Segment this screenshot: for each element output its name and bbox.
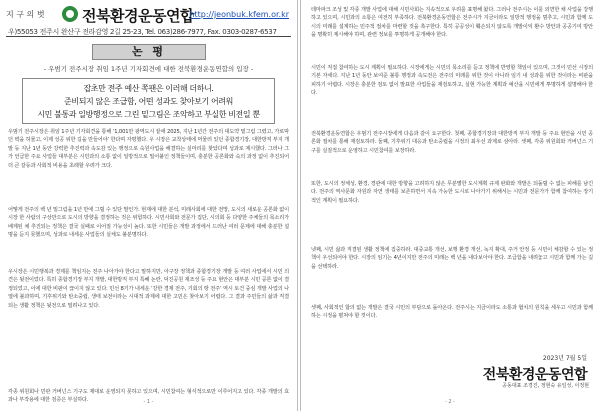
signature-org-name: 전북환경운동연합 — [482, 367, 587, 383]
org-logo-icon — [62, 6, 78, 22]
letterhead-url-link[interactable]: http://jeonbuk.kfem.or.kr — [189, 10, 289, 19]
header-divider — [6, 36, 291, 37]
headline-line: 시민 불통과 일방행정으로 그린 밑그림은 조악하고 부실한 비전일 뿐 — [37, 110, 260, 119]
document-title: 논 평 — [92, 44, 206, 60]
body-paragraph: 테마파크 조성 및 각종 개발 사업에 대해 시민사회는 지속적으로 우려를 표명해 왔다. 그러나 전주시는 이를 외면한 채 사업을 강행하고 있으며, 시민과의 소통은 여전히 부족하다. 전북환경운동연합은 전주시가 지금이라도 일방적 행정을 멈추고, 시민과 함께 도시의 미래를 설계하는 민주적 절차를 마련할 것을 촉구한다. 특히 공공성이 훼손되지 않도록 개발이익 환수 방안과 공공기여 방안을 명확히 제시해야 하며, 관련 정보를 투명하게 공개해야 한다. — [311, 7, 593, 39]
body-paragraph: 시민이 직접 참여하는 도시 계획이 필요하다. 시장에게는 시민의 목소리를 듣고 정책에 반영할 책임이 있으며, 그것이 민선 시장의 기본 자세다. 지난 1년 동안 보여준 불통 행정과 속도전은 전주의 미래를 위한 것이 아니라 임기 내 성과를 위한 것이라는 비판을 피하기 어렵다. 시장은 충분한 검토 없이 발표한 사업들을 재검토하고, 실현 가능한 계획과 예산을 시민에게 투명하게 설명해야 한다. — [311, 65, 593, 97]
body-paragraph: 넷째, 시민 삶과 직결된 생활 정책에 집중하라. 대중교통 개선, 보행 환경 개선, 녹지 확대, 주거 안정 등 시민이 체감할 수 있는 정책이 우선되어야 한다. 시장의 임기는 4년이지만 전주의 미래는 백 년을 내다보아야 한다. 조급함을 내려놓고 시민과 함께 가는 길을 선택하라. — [311, 247, 593, 270]
body-paragraph: 셋째, 사회적인 합의 없는 개발은 결국 시민의 부담으로 돌아온다. 전주시는 지금이라도 소통과 협치의 원칙을 세우고 시민과 함께하는 시정을 펼쳐야 할 것이다. — [311, 305, 593, 320]
body-paragraph: 어떻게 전주의 백 년 밑그림을 1년 만에 그릴 수 있단 말인가. 현재에 대한 분석, 미래사회에 대한 전망, 도시의 새로운 공론화 없이 시장 한 사람의 구상만으로 도시의 방향을 결정하는 것은 위험하다. 시민사회와 전문가 집단, 시의회 등 다양한 주체들의 목소리가 배제된 채 추진되는 정책은 결국 실패로 이어질 가능성이 높다. 또한 시민들은 개발 과정에서 드러난 여러 문제에 대해 충분한 설명을 듣지 못했으며, 성과로 내세운 사업들의 실체도 불분명하다. — [8, 207, 289, 239]
letterhead-address: 우)55053 전주시 완산구 전라감영 2길 25-23, Tel. 063)286-7977, Fax. 0303-0287-6537 — [8, 28, 277, 36]
body-paragraph: 또한, 도시의 정체성, 환경, 경관에 대한 방향을 고려하지 않은 무분별한 도시계획 규제 완화와 개발은 되돌릴 수 없는 피해를 남긴다. 전주의 역사문화 자원과 자연 생태를 보존하면서 지속 가능한 도시로 나아가기 위해서는 시민과 전문가가 함께 참여하는 장기적인 계획이 필요하다. — [311, 181, 593, 204]
signature-date: 2023년 7월 5일 — [542, 355, 587, 362]
document-page-1 — [0, 0, 298, 411]
letterhead-org-name: 전북환경운동연합 — [82, 7, 194, 25]
letterhead — [6, 4, 291, 38]
headline-line: 준비되지 않은 조급함, 어떤 성과도 찾아보기 어려워 — [64, 97, 233, 106]
body-paragraph: 전북환경운동연합은 우범기 전주시장에게 다음과 같이 요구한다. 첫째, 종합경기장과 대한방직 부지 개발 등 주요 현안을 시민 공론화 절차를 통해 재검토하라. 둘째, 기후위기 대응과 탄소중립을 시정의 최우선 과제로 삼아라. 셋째, 각종 위원회와 거버넌스 기구를 실질적으로 운영하고 시민참여를 보장하라. — [311, 131, 593, 154]
body-paragraph: 각종 위원회나 민관 거버넌스 기구도 제대로 운영되지 못하고 있으며, 시민참여는 형식적으로만 이루어지고 있다. 각종 개발의 효과나 부작용에 대한 검증은 부실하다. — [8, 389, 289, 404]
page-number: - 1 - — [143, 399, 154, 405]
headline-line: 잡초만 전주 예산 쪽팬은 이러해 더하니. — [83, 84, 214, 93]
letterhead-tagline: 지 구 의 벗 — [6, 10, 45, 19]
document-page-2 — [300, 0, 600, 411]
signature-representatives: 공동대표 조경진, 정현숙 유일성, 이정현 — [502, 383, 589, 389]
body-paragraph: 우시장은 시민행복과 경제를 책임지는 전주 나아가야 한다고 말하지만, 아구장 정책과 종합경기장 개발 등 여러 사업에서 시민 의견은 뒷전이었다. 특히 종합경기장 부지 개발, 대한방직 부지 특혜 논란, 덕진공원 재조성 등 주요 현안은 대부분 시민 공론 없이 결정되었고, 이에 대한 비판이 끊이지 않고 있다. 민선 8기가 내세운 ‘강한 경제 전주, 기회의 땅 전주’ 역시 토건 중심 개발 사업의 나열에 불과하며, 기후위기와 탄소중립, 생태 보전이라는 시대적 과제에 대한 고민은 찾아보기 어렵다. 그 결과 주민들의 삶과 직결되는 생활 정책은 뒷전으로 밀려나고 있다. — [8, 269, 289, 309]
headline-box — [22, 78, 275, 124]
document-subtitle: - 우범기 전주시장 취임 1주년 기자회견에 대한 전북환경운동연합의 입장 - — [43, 65, 254, 73]
body-paragraph: 우범기 전주시장은 취임 1주년 기자회견을 통해 ‘1,001만 광역도시 끝에 2025, 지난 1년간 전주의 대도약 밑그림 그렸고, 가로막던 벽을 허물고, 이제 성공 위한 길을 만들어야’ 한다며 자평했다. 우 시장은 교착상태에 머물러 있던 종합경기장, 대한방직 부지 개발 등 지난 1년 동안 강력한 추진력과 속도감 있는 행정으로 숙원사업을 해결하는 실마리를 찾았다며 성과로 제시했다. 그러나 그가 언급한 주요 사업들 대부분은 시민과의 소통 없이 일방적으로 밀어붙인 정책들이며, 충분한 공론화와 숙의 과정 없이 추진되어 더 큰 갈등과 사회적 비용을 초래할 우려가 크다. — [8, 129, 289, 169]
page-number: - 2 - — [445, 399, 455, 405]
